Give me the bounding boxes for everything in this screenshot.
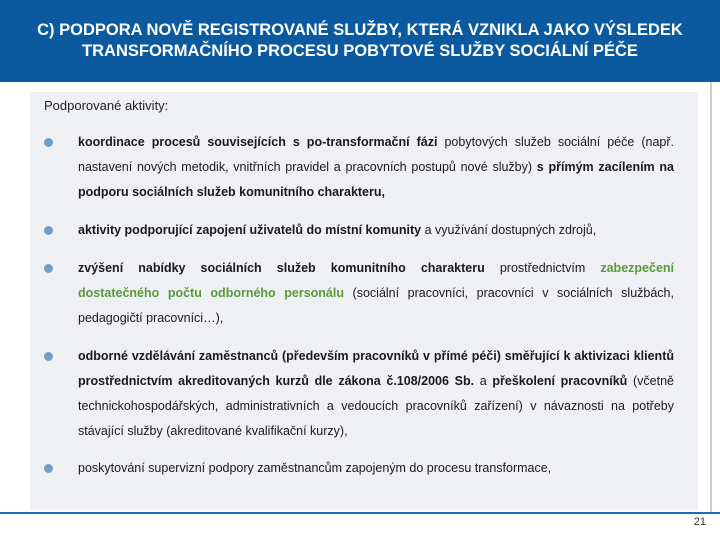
list-item	[44, 218, 674, 256]
bullet-text: odborné vzdělávání zaměstnanců (především pracovníků v přímé péči) směřující k aktivizaci klientů prostřednictvím akreditovaných kurzů dle zákona č.108/2006 Sb.	[78, 349, 674, 388]
list-item	[44, 344, 674, 446]
list-item	[44, 130, 674, 206]
list-item	[44, 456, 674, 481]
bullet-text: aktivity podporující zapojení uživatelů do místní komunity	[78, 223, 422, 237]
bullet-dot-icon	[44, 464, 53, 473]
bullet-text: zvýšení nabídky sociálních služeb komunitního charakteru	[78, 261, 485, 275]
footer-divider	[0, 512, 720, 540]
bullet-text-highlight: zabezpečení dostatečného počtu odborného personálu	[78, 261, 674, 300]
list-item	[44, 256, 674, 332]
bullet-text: prostřednictvím	[484, 261, 601, 275]
bullet-dot-icon	[44, 352, 53, 361]
page-number: 21	[693, 516, 706, 528]
bullet-dot-icon	[44, 226, 53, 235]
bullet-text: s přímým zacílením na podporu sociálních služeb komunitního charakteru,	[78, 160, 674, 199]
bullet-text: poskytování supervizní podpory zaměstnancům zapojeným do procesu transformace,	[78, 461, 552, 475]
bullet-text: (sociální pracovníci, pracovníci v sociálních službách, pedagogičtí pracovníci…),	[78, 286, 674, 325]
bullet-text: pobytových služeb sociální péče (např. nastavení nových metodik, vnitřních pravidel a pracovních postupů nové služby)	[78, 135, 674, 174]
slide-title	[37, 20, 683, 62]
bullet-dot-icon	[44, 138, 53, 147]
bullet-text: přeškolení pracovníků	[492, 374, 628, 388]
activity-list	[44, 130, 674, 481]
bullet-dot-icon	[44, 264, 53, 273]
slide-title-line-1: C) PODPORA NOVĚ REGISTROVANÉ SLUŽBY, KTERÁ VZNIKLA JAKO VÝSLEDEK	[37, 21, 683, 39]
slide-header	[0, 0, 720, 82]
bullet-text: (včetně technickohospodářských, administrativních a vedoucích pracovníků zařízení) v návaznosti na potřeby stávající služby (akreditované kvalifikační kurzy),	[78, 374, 674, 438]
bullet-text: koordinace procesů souvisejících s po-transformační fázi	[78, 135, 438, 149]
section-subtitle: Podporované aktivity:	[44, 98, 169, 113]
slide-title-line-2: TRANSFORMAČNÍHO PROCESU POBYTOVÉ SLUŽBY SOCIÁLNÍ PÉČE	[82, 42, 638, 60]
bullet-text: a využívání dostupných zdrojů,	[421, 223, 597, 237]
right-divider	[710, 82, 712, 514]
bullet-text: a	[474, 374, 493, 388]
